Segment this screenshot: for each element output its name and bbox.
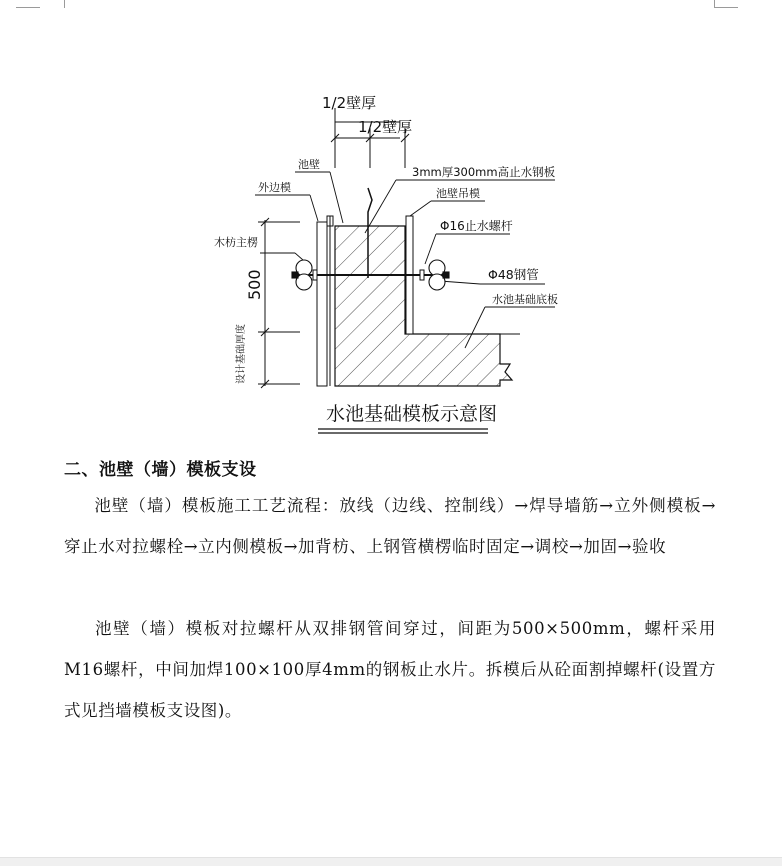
top-dimension-lines [331, 108, 409, 168]
diagram-caption: 水池基础模板示意图 [326, 403, 498, 425]
foundation-bottom-plate-label: 水池基础底板 [492, 293, 558, 306]
formwork-diagram [200, 88, 560, 443]
outer-form [317, 222, 327, 386]
steel-pipe-label: Φ48钢管 [488, 267, 539, 282]
half-wall-label-2: 1/2壁厚 [358, 118, 413, 136]
section-heading: 二、池壁（墙）模板支设 [64, 460, 257, 480]
vertical-dimension [258, 218, 300, 388]
paragraph-process-flow [64, 485, 716, 567]
dimension-500-label: 500 [245, 269, 264, 300]
wall-hanging-form-label: 池壁吊模 [436, 187, 480, 200]
timber-main-rib-label: 木枋主楞 [214, 236, 258, 249]
waterstop-plate-label: 3mm厚300mm高止水钢板 [412, 165, 556, 179]
outer-form-label: 外边模 [258, 181, 291, 194]
page-corner-mark [40, 0, 65, 8]
waterstop-bolt-label: Φ16止水螺杆 [440, 219, 513, 233]
design-thickness-label: 设计基础厚度 [236, 324, 247, 384]
paragraph-1-text: 池壁（墙）模板施工工艺流程：放线（边线、控制线）→焊导墙筋→立外侧模板→穿止水对拉螺栓→立内侧模板→加背枋、上钢管横楞临时固定→调校→加固→验收 [64, 496, 716, 556]
pool-wall-label: 池壁 [298, 158, 320, 171]
paragraph-2-text: 池壁（墙）模板对拉螺杆从双排钢管间穿过，间距为500×500mm，螺杆采用M16螺杆，中间加焊100×100厚4mm的钢板止水片。拆模后从砼面割掉螺杆(设置方式见挡墙模板支设图)。 [64, 619, 716, 720]
half-wall-label-1: 1/2壁厚 [322, 94, 377, 112]
concrete-section [335, 226, 512, 386]
page-corner-mark [16, 7, 40, 8]
page-corner-mark [714, 7, 738, 8]
paragraph-bolt-spec [64, 608, 716, 731]
